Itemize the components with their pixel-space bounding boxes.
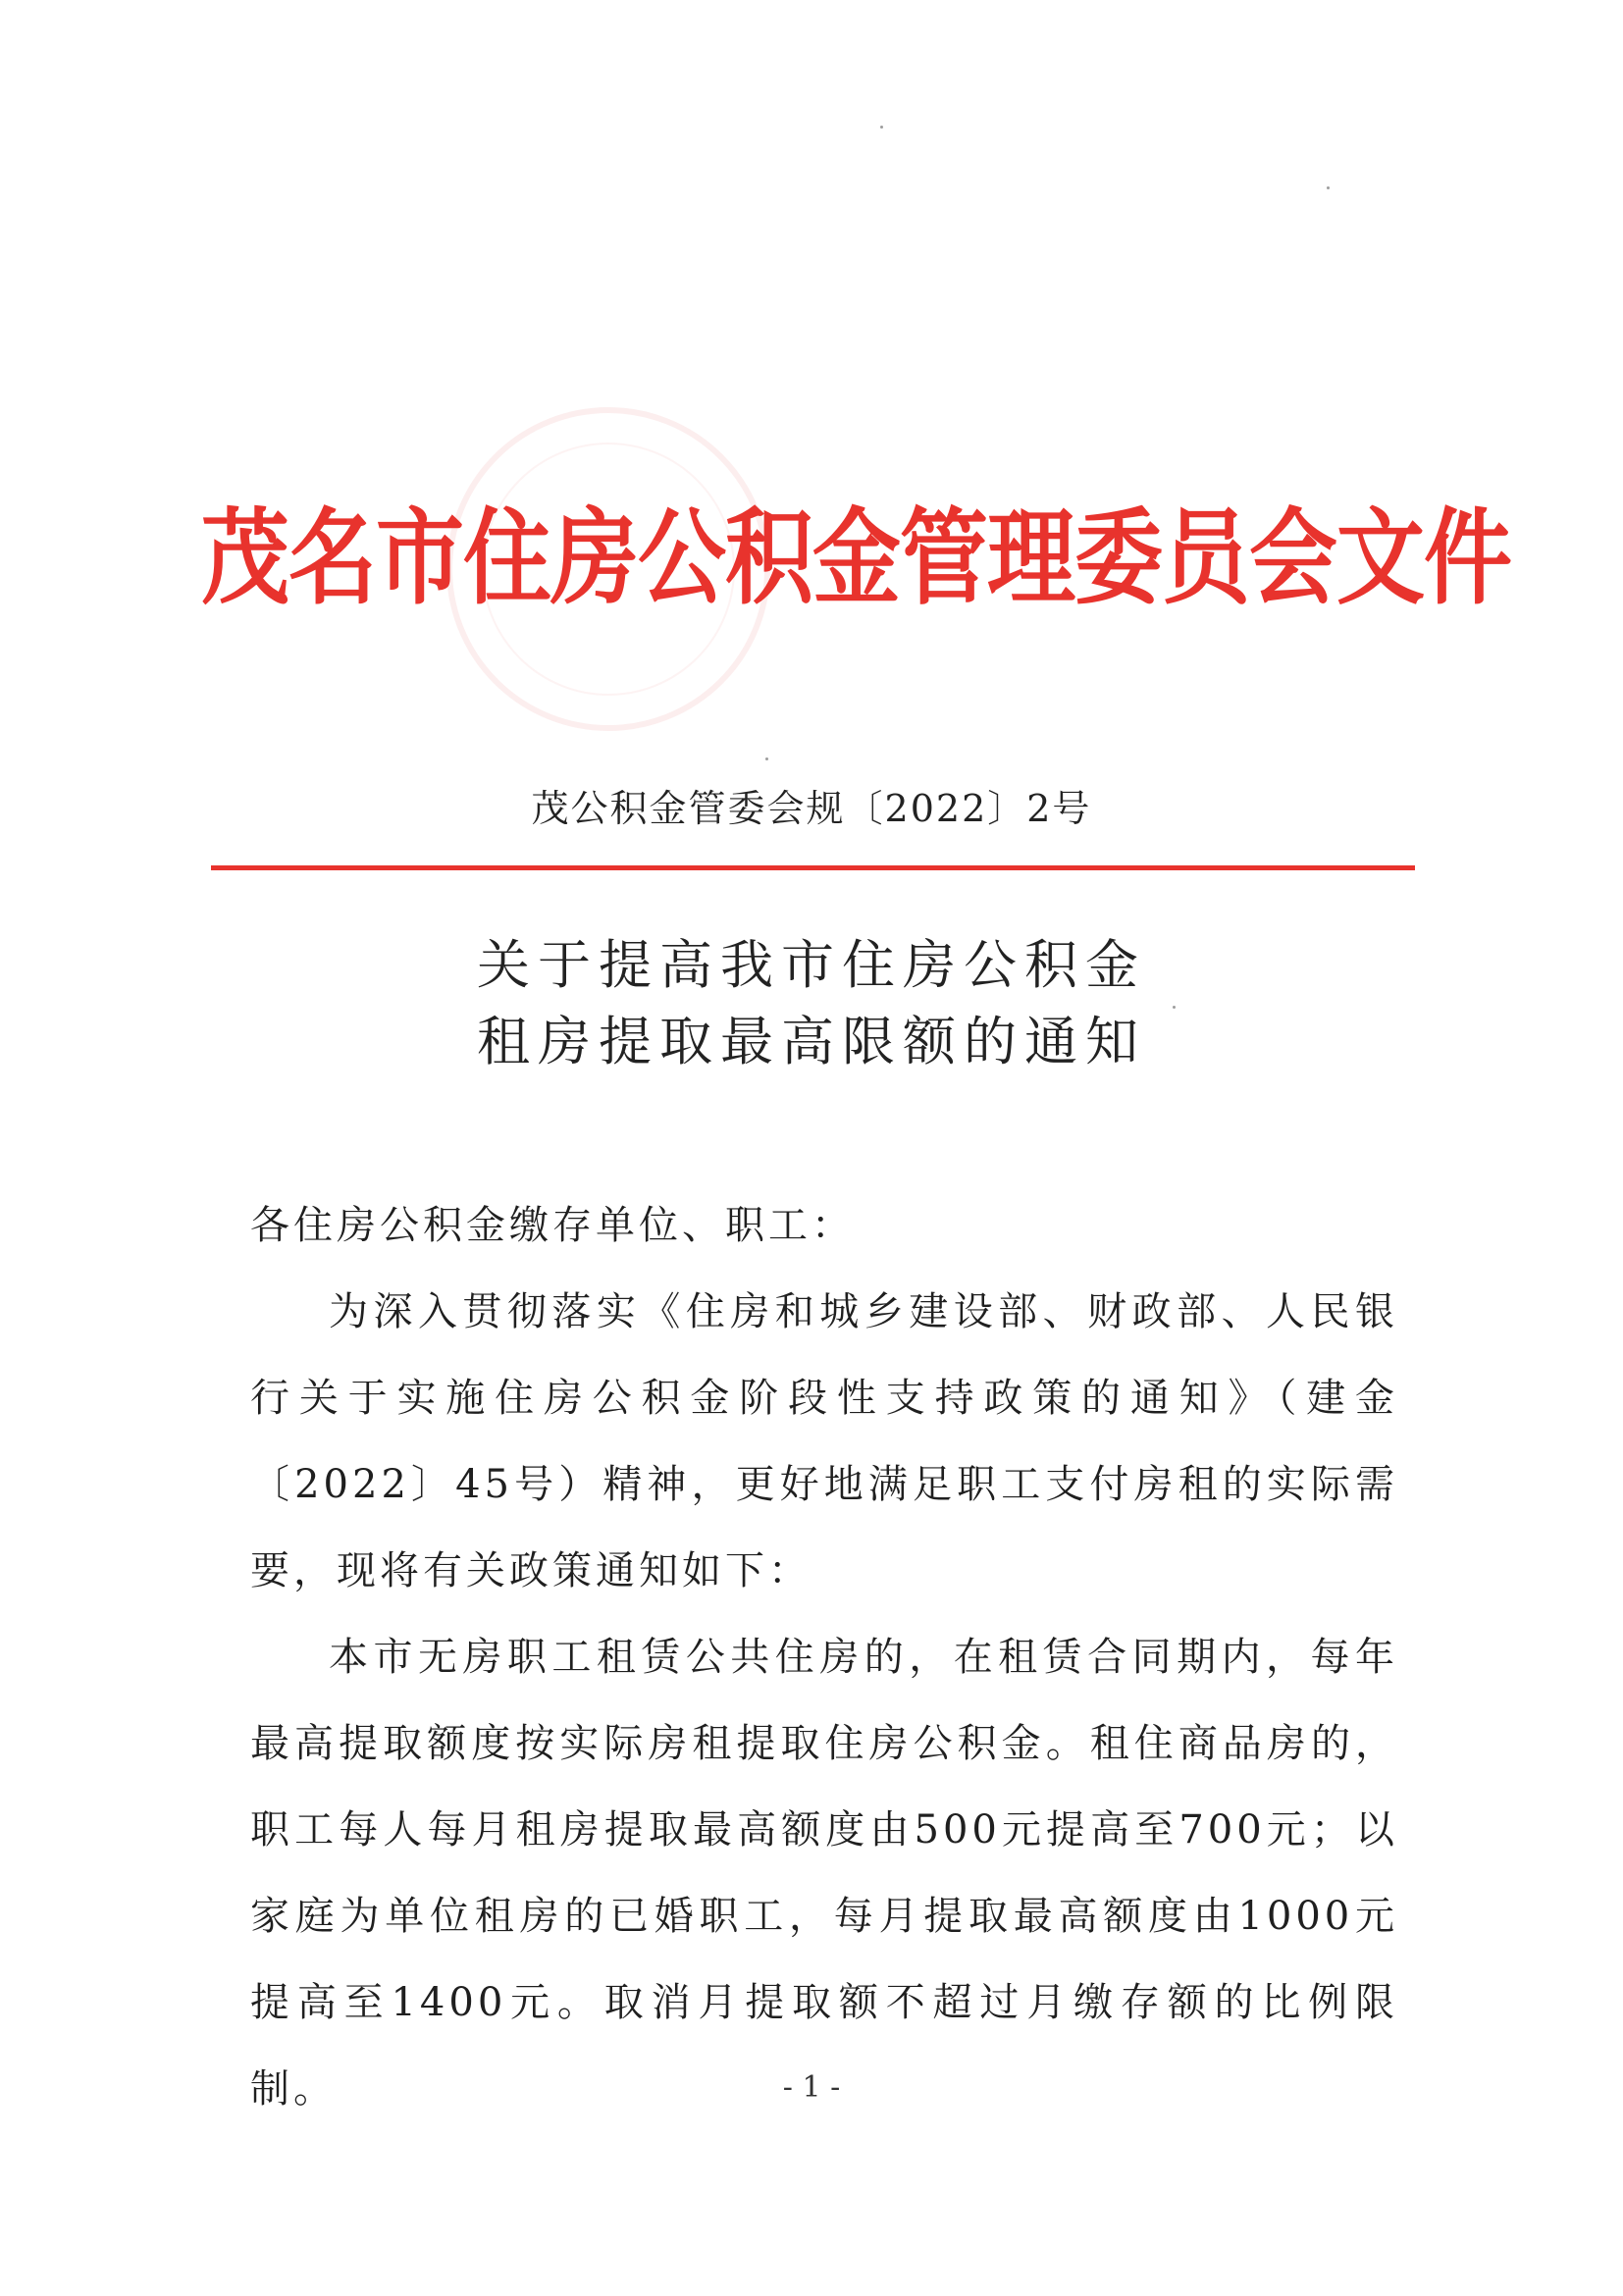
scan-speck — [880, 126, 883, 129]
salutation: 各住房公积金缴存单位、职工： — [250, 1203, 855, 1248]
page-number: - 1 - — [782, 2070, 841, 2105]
issuer-header-title: 茂名市住房公积金管理委员会文件 — [201, 497, 1511, 620]
notice-title — [0, 927, 1623, 1080]
red-divider-rule — [211, 865, 1415, 870]
scan-speck — [1173, 1006, 1176, 1009]
scan-speck — [765, 757, 768, 760]
notice-body — [250, 1182, 1398, 2132]
notice-title-line-1: 关于提高我市住房公积金 — [477, 934, 1146, 996]
body-paragraph-2: 本市无房职工租赁公共住房的，在租赁合同期内，每年最高提取额度按实际房租提取住房公积金。租住商品房的，职工每人每月租房提取最高额度由500元提高至700元；以家庭为单位租房的已婚职工，每月提取最高额度由1000元提高至1400元。取消月提取额不超过月缴存额的比例限制。 — [250, 1635, 1398, 2112]
scan-speck — [1327, 186, 1330, 189]
document-number: 茂公积金管委会规〔2022〕2号 — [531, 787, 1092, 830]
notice-title-line-2: 租房提取最高限额的通知 — [477, 1011, 1146, 1072]
body-paragraph-1: 为深入贯彻落实《住房和城乡建设部、财政部、人民银行关于实施住房公积金阶段性支持政策的通知》（建金〔2022〕45号）精神，更好地满足职工支付房租的实际需要，现将有关政策通知如下： — [250, 1289, 1398, 1593]
